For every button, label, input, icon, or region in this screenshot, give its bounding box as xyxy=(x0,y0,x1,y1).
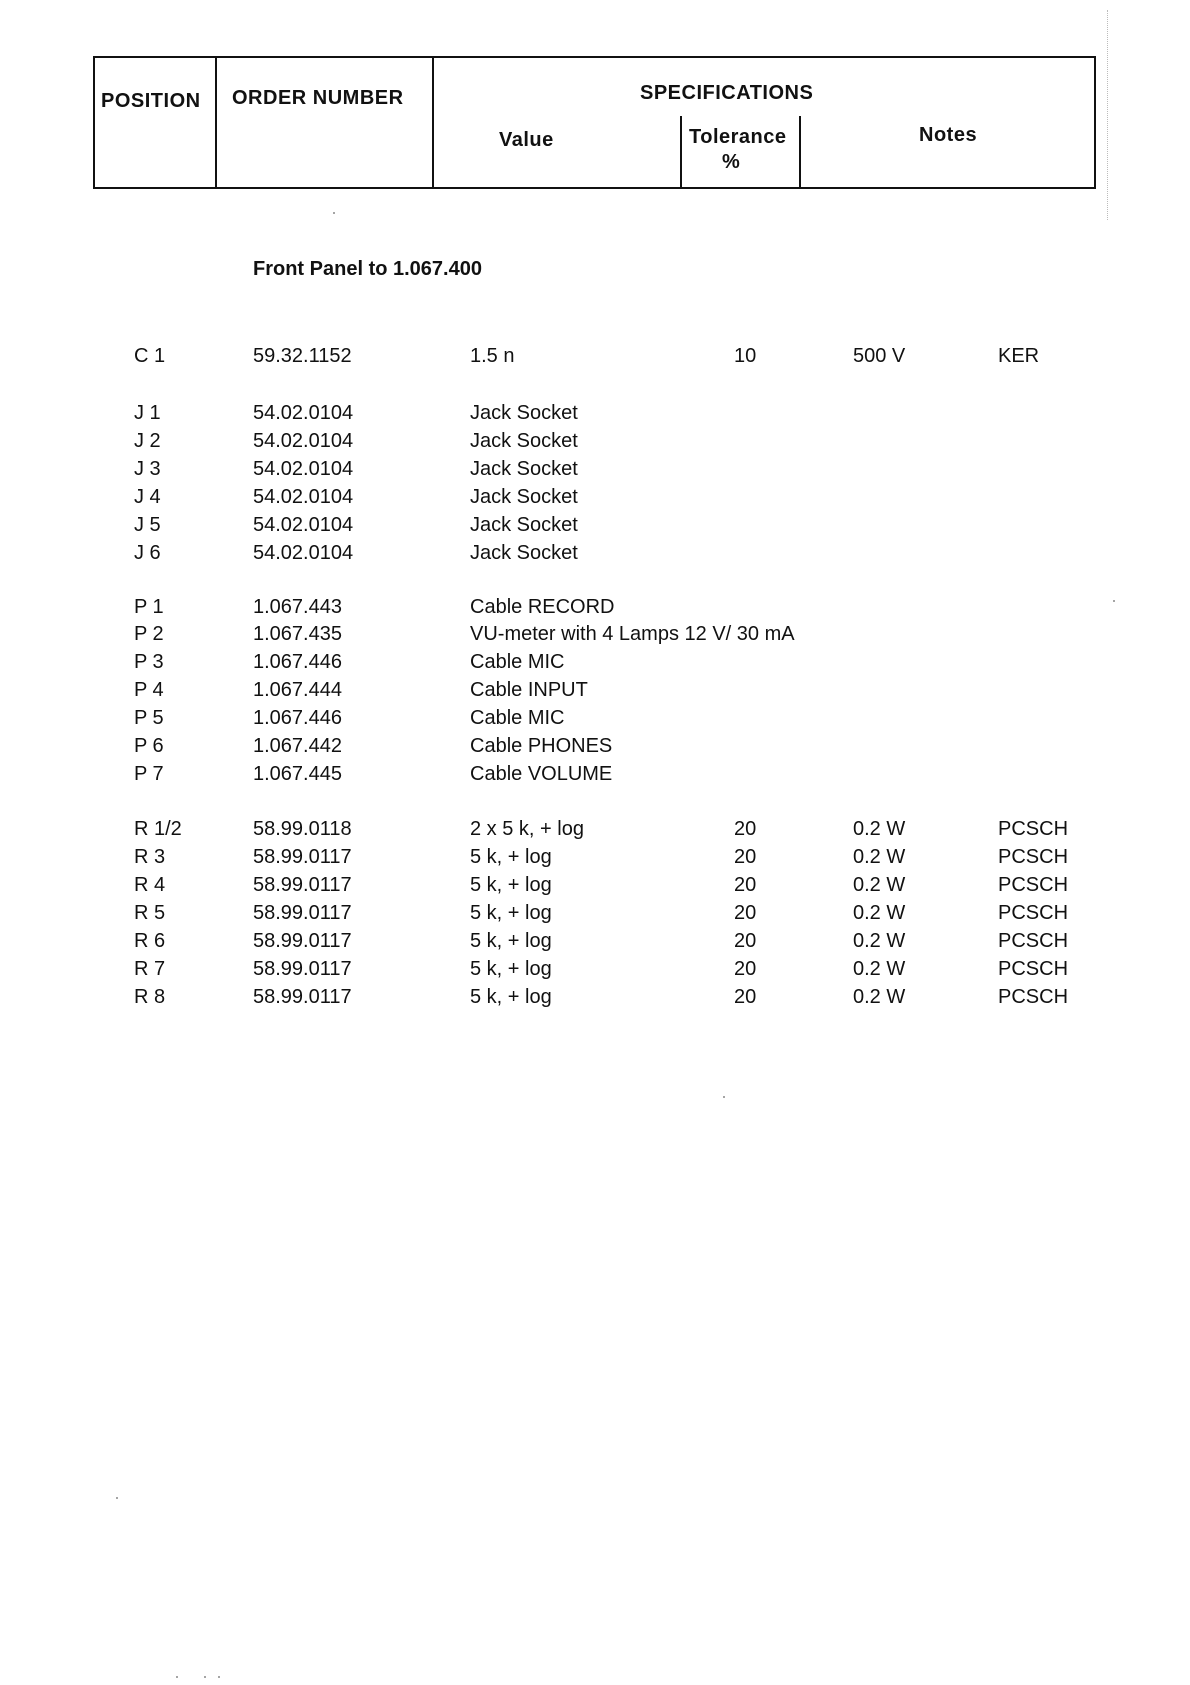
row-note: PCSCH xyxy=(998,818,1069,840)
scan-speck xyxy=(204,1676,206,1678)
row-value: Cable MIC xyxy=(470,707,565,729)
row-rating: 0.2 W xyxy=(853,986,906,1008)
row-value: Cable MIC xyxy=(470,651,565,673)
row-position: P 7 xyxy=(134,763,164,785)
row-note: PCSCH xyxy=(998,986,1069,1008)
table-row xyxy=(0,623,1190,651)
value-header: Value xyxy=(499,129,554,151)
row-tolerance: 20 xyxy=(734,902,757,924)
table-row xyxy=(0,486,1190,514)
table-row xyxy=(0,763,1190,791)
row-value: 5 k, + log xyxy=(470,986,552,1008)
row-position: R 5 xyxy=(134,902,166,924)
row-note: PCSCH xyxy=(998,958,1069,980)
table-row xyxy=(0,542,1190,570)
row-order-number: 54.02.0104 xyxy=(253,458,354,480)
notes-header: Notes xyxy=(919,124,978,146)
row-tolerance: 20 xyxy=(734,986,757,1008)
row-position: J 2 xyxy=(134,430,161,452)
table-row xyxy=(0,958,1190,986)
row-rating: 0.2 W xyxy=(853,958,906,980)
scan-speck xyxy=(116,1497,118,1499)
row-order-number: 58.99.0117 xyxy=(253,846,352,868)
table-row xyxy=(0,874,1190,902)
row-rating: 0.2 W xyxy=(853,902,906,924)
row-position: P 6 xyxy=(134,735,164,757)
tolerance-unit: % xyxy=(722,151,741,173)
row-position: R 8 xyxy=(134,986,166,1008)
row-order-number: 54.02.0104 xyxy=(253,402,354,424)
row-position: J 5 xyxy=(134,514,161,536)
row-position: P 5 xyxy=(134,707,164,729)
table-row xyxy=(0,596,1190,624)
row-rating: 0.2 W xyxy=(853,818,906,840)
table-row xyxy=(0,430,1190,458)
row-tolerance: 10 xyxy=(734,345,757,367)
row-note: PCSCH xyxy=(998,930,1069,952)
table-row xyxy=(0,735,1190,763)
scan-edge-noise xyxy=(1107,10,1112,220)
row-value: Jack Socket xyxy=(470,430,578,452)
scan-speck xyxy=(218,1676,220,1678)
row-value: 1.5 n xyxy=(470,345,515,367)
row-position: J 6 xyxy=(134,542,161,564)
row-order-number: 1.067.446 xyxy=(253,707,342,729)
table-row xyxy=(0,930,1190,958)
row-value: Jack Socket xyxy=(470,514,578,536)
tolerance-header: Tolerance xyxy=(689,126,787,148)
row-order-number: 58.99.0118 xyxy=(253,818,352,840)
scan-speck xyxy=(723,1096,725,1098)
scan-speck xyxy=(176,1676,178,1678)
table-row xyxy=(0,818,1190,846)
row-order-number: 59.32.1152 xyxy=(253,345,352,367)
row-position: J 3 xyxy=(134,458,161,480)
table-row xyxy=(0,345,1190,373)
row-value: VU-meter with 4 Lamps 12 V/ 30 mA xyxy=(470,623,795,645)
table-row xyxy=(0,902,1190,930)
row-note: KER xyxy=(998,345,1040,367)
row-order-number: 1.067.442 xyxy=(253,735,342,757)
table-row xyxy=(0,846,1190,874)
order-number-header: ORDER NUMBER xyxy=(232,87,404,109)
table-row xyxy=(0,514,1190,542)
row-value: Jack Socket xyxy=(470,486,578,508)
row-note: PCSCH xyxy=(998,874,1069,896)
row-rating: 0.2 W xyxy=(853,846,906,868)
row-value: 2 x 5 k, + log xyxy=(470,818,584,840)
row-note: PCSCH xyxy=(998,902,1069,924)
row-position: P 2 xyxy=(134,623,164,645)
row-order-number: 1.067.443 xyxy=(253,596,342,618)
row-value: 5 k, + log xyxy=(470,874,552,896)
row-position: R 4 xyxy=(134,874,166,896)
row-tolerance: 20 xyxy=(734,818,757,840)
row-note: PCSCH xyxy=(998,846,1069,868)
table-row xyxy=(0,651,1190,679)
table-row xyxy=(0,458,1190,486)
row-order-number: 1.067.445 xyxy=(253,763,342,785)
row-value: 5 k, + log xyxy=(470,902,552,924)
row-position: J 1 xyxy=(134,402,161,424)
row-tolerance: 20 xyxy=(734,874,757,896)
row-value: 5 k, + log xyxy=(470,958,552,980)
row-order-number: 58.99.0117 xyxy=(253,986,352,1008)
table-row xyxy=(0,402,1190,430)
position-header: POSITION xyxy=(101,90,201,112)
table-row xyxy=(0,986,1190,1014)
row-value: Jack Socket xyxy=(470,458,578,480)
row-value: Cable INPUT xyxy=(470,679,588,701)
row-value: Jack Socket xyxy=(470,402,578,424)
row-position: J 4 xyxy=(134,486,161,508)
row-order-number: 54.02.0104 xyxy=(253,486,354,508)
row-position: R 7 xyxy=(134,958,166,980)
row-rating: 500 V xyxy=(853,345,906,367)
row-order-number: 58.99.0117 xyxy=(253,930,352,952)
row-position: R 6 xyxy=(134,930,166,952)
row-value: Cable PHONES xyxy=(470,735,613,757)
table-row xyxy=(0,679,1190,707)
row-order-number: 1.067.444 xyxy=(253,679,342,701)
row-value: Jack Socket xyxy=(470,542,578,564)
row-order-number: 1.067.446 xyxy=(253,651,342,673)
scan-speck xyxy=(333,212,335,214)
row-position: P 3 xyxy=(134,651,164,673)
row-tolerance: 20 xyxy=(734,846,757,868)
row-value: Cable VOLUME xyxy=(470,763,613,785)
row-position: P 4 xyxy=(134,679,164,701)
table-row xyxy=(0,707,1190,735)
row-order-number: 58.99.0117 xyxy=(253,902,352,924)
row-tolerance: 20 xyxy=(734,958,757,980)
row-order-number: 58.99.0117 xyxy=(253,958,352,980)
row-order-number: 54.02.0104 xyxy=(253,514,354,536)
row-position: R 1/2 xyxy=(134,818,182,840)
row-rating: 0.2 W xyxy=(853,930,906,952)
row-position: R 3 xyxy=(134,846,166,868)
row-order-number: 58.99.0117 xyxy=(253,874,352,896)
row-value: Cable RECORD xyxy=(470,596,615,618)
row-order-number: 54.02.0104 xyxy=(253,430,354,452)
specifications-header: SPECIFICATIONS xyxy=(640,82,814,104)
scan-speck xyxy=(1113,600,1115,602)
row-position: C 1 xyxy=(134,345,166,367)
section-title: Front Panel to 1.067.400 xyxy=(253,258,482,280)
row-value: 5 k, + log xyxy=(470,930,552,952)
row-tolerance: 20 xyxy=(734,930,757,952)
row-position: P 1 xyxy=(134,596,164,618)
row-value: 5 k, + log xyxy=(470,846,552,868)
row-order-number: 54.02.0104 xyxy=(253,542,354,564)
row-rating: 0.2 W xyxy=(853,874,906,896)
row-order-number: 1.067.435 xyxy=(253,623,342,645)
